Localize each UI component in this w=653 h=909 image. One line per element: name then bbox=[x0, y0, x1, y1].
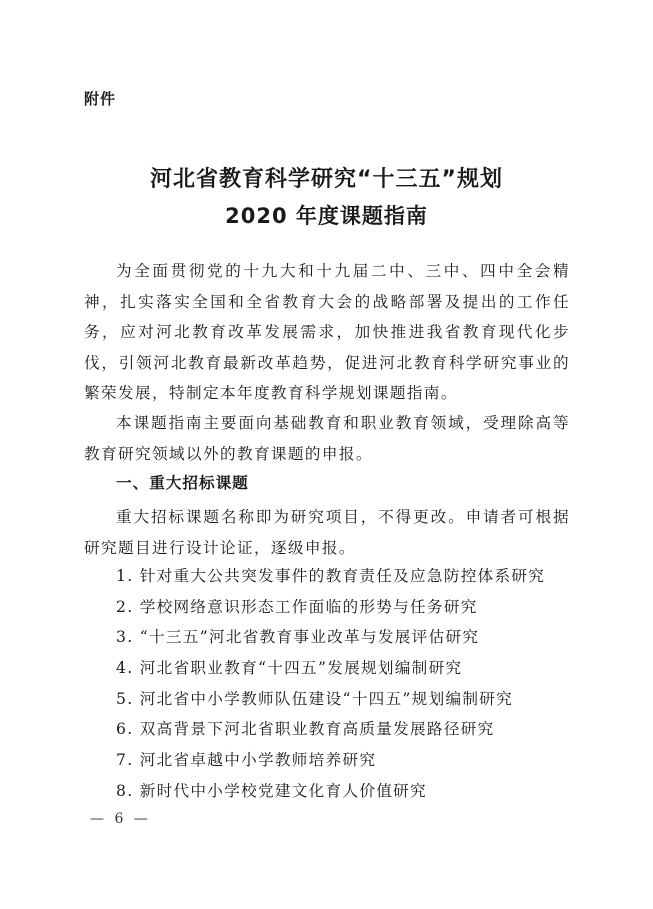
list-item: 5. 河北省中小学教师队伍建设“十四五”规划编制研究 bbox=[116, 689, 514, 708]
list-item: 3. “十三五”河北省教育事业改革与发展评估研究 bbox=[116, 628, 480, 647]
page-number: — 6 — bbox=[90, 811, 151, 827]
attachment-label: 附件 bbox=[84, 90, 117, 108]
list-item: 4. 河北省职业教育“十四五”发展规划编制研究 bbox=[116, 659, 463, 678]
intro-paragraph: 为全面贯彻党的十九大和十九届二中、三中、四中全会精神，扎实落实全国和全省教育大会的战略部署及提出的工作任务，应对河北教育改革发展需求，加快推进我省教育现代化步伐，引领河北教育最新改革趋势，促进河北教育科学研究事业的繁荣发展，特制定本年度教育科学规划课题指南。 bbox=[84, 262, 570, 402]
list-item: 1. 针对重大公共突发事件的教育责任及应急防控体系研究 bbox=[116, 567, 546, 585]
scope-paragraph: 本课题指南主要面向基础教育和职业教育领域，受理除高等教育研究领域以外的教育课题的申报。 bbox=[84, 414, 570, 463]
list-item: 7. 河北省卓越中小学教师培养研究 bbox=[116, 751, 377, 770]
section-heading: 一、重大招标课题 bbox=[116, 474, 249, 492]
topic-list bbox=[116, 561, 545, 807]
list-item: 2. 学校网络意识形态工作面临的形势与任务研究 bbox=[116, 597, 478, 616]
list-item: 8. 新时代中小学校党建文化育人价值研究 bbox=[116, 781, 427, 800]
document-title-line-1: 河北省教育科学研究“十三五”规划 bbox=[150, 167, 503, 192]
document-title-line-2: 2020 年度课题指南 bbox=[225, 204, 428, 228]
section-description: 重大招标课题名称即为研究项目，不得更改。申请者可根据研究题目进行设计论证，逐级申报。 bbox=[84, 508, 570, 557]
list-item: 6. 双高背景下河北省职业教育高质量发展路径研究 bbox=[116, 720, 495, 739]
